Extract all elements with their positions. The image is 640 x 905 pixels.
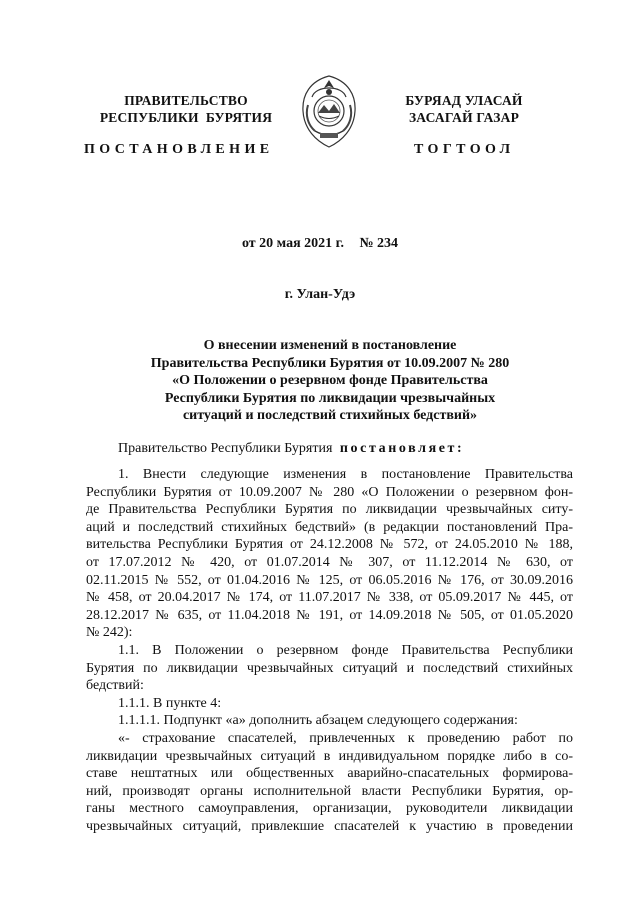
doc-type-bua: ТОГТООЛ — [414, 142, 515, 157]
header-right — [384, 92, 544, 126]
text-line: «- страхование спасателей, привлеченных к проведению работ по — [118, 730, 573, 746]
text-line: де Правительства Республики Бурятия по ликвидации чрезвычайных ситу- — [86, 502, 573, 518]
document-title — [110, 337, 550, 425]
decree-statement — [118, 441, 464, 457]
text-line: бедствий: — [86, 678, 144, 694]
text-line: 02.11.2015 № 552, от 01.04.2016 № 125, от 06.05.2016 № 176, от 30.09.2016 — [86, 572, 573, 588]
document-date: от 20 мая 2021 г. — [241, 236, 344, 251]
text-line: ставе нештатных или общественных аварийно-спасательных формирова- — [86, 766, 573, 782]
header-left-line2: РЕСПУБЛИКИ БУРЯТИЯ — [99, 110, 273, 125]
city: г. Улан-Удэ — [284, 287, 356, 302]
paragraph-4 — [86, 712, 573, 730]
text-line: 1.1.1.1. Подпункт «а» дополнить абзацем следующего содержания: — [118, 713, 518, 729]
coat-of-arms-buryatia-icon — [296, 75, 362, 149]
title-line: ситуаций и последствий стихийных бедствий» — [182, 408, 478, 423]
decree-prefix: Правительство Республики Бурятия — [118, 441, 333, 456]
text-line: 1.1.1. В пункте 4: — [118, 695, 222, 711]
paragraph-1 — [86, 466, 573, 642]
paragraph-2 — [86, 642, 573, 695]
document-number: № 234 — [359, 236, 399, 251]
text-line: ганы местного самоуправления, организации, руководители ликвидации — [86, 801, 573, 817]
text-line: 28.12.2017 № 635, от 11.04.2018 № 191, от 14.09.2018 № 505, от 01.05.2020 — [86, 607, 573, 623]
header-left-line1: ПРАВИТЕЛЬСТВО — [124, 93, 248, 108]
text-line: чрезвычайных ситуаций, привлекшие спасателей к участию в проведении — [86, 818, 573, 834]
paragraph-3 — [86, 695, 573, 713]
text-line: № 458, от 20.04.2017 № 174, от 11.07.2017 № 338, от 05.09.2017 № 445, от — [86, 590, 573, 606]
text-line: вительства Республики Бурятия от 24.12.2008 № 572, от 24.05.2010 № 188, — [86, 537, 573, 553]
header-right-line2: ЗАСАГАЙ ГАЗАР — [408, 110, 520, 125]
text-line: № 242): — [86, 625, 133, 641]
text-line: от 17.07.2012 № 420, от 01.07.2014 № 307, от 11.12.2014 № 630, от — [86, 554, 573, 570]
header-left — [86, 92, 286, 126]
date-number-line — [0, 236, 640, 252]
title-line: Правительства Республики Бурятия от 10.09.2007 № 280 — [150, 355, 510, 371]
text-line: 1. Внести следующие изменения в постановление Правительства — [118, 467, 573, 482]
decree-verb: постановляет: — [339, 441, 465, 456]
document-body — [86, 466, 573, 835]
paragraph-5 — [86, 730, 573, 836]
text-line: ликвидации чрезвычайных ситуаций в индивидуальном порядке либо в со- — [86, 748, 573, 764]
text-line: Бурятия по ликвидации чрезвычайных ситуаций и последствий стихийных — [86, 660, 573, 676]
text-line: ний, производят органы исполнительной власти Республики Бурятия, ор- — [86, 783, 573, 799]
title-line: О внесении изменений в постановление — [203, 338, 457, 353]
text-line: Республики Бурятия от 10.09.2007 № 280 «О Положении о резервном фон- — [86, 484, 573, 500]
title-line: Республики Бурятия по ликвидации чрезвычайных — [164, 390, 496, 406]
text-line: аций и последствий стихийных бедствий» (в редакции постановлений Пра- — [86, 519, 573, 535]
title-line: «О Положении о резервном фонде Правительства — [172, 373, 488, 388]
doc-type-ru: ПОСТАНОВЛЕНИЕ — [84, 142, 274, 157]
text-line: 1.1. В Положении о резервном фонде Правительства Республики — [118, 642, 573, 658]
header-right-line1: БУРЯАД УЛАСАЙ — [405, 93, 523, 108]
